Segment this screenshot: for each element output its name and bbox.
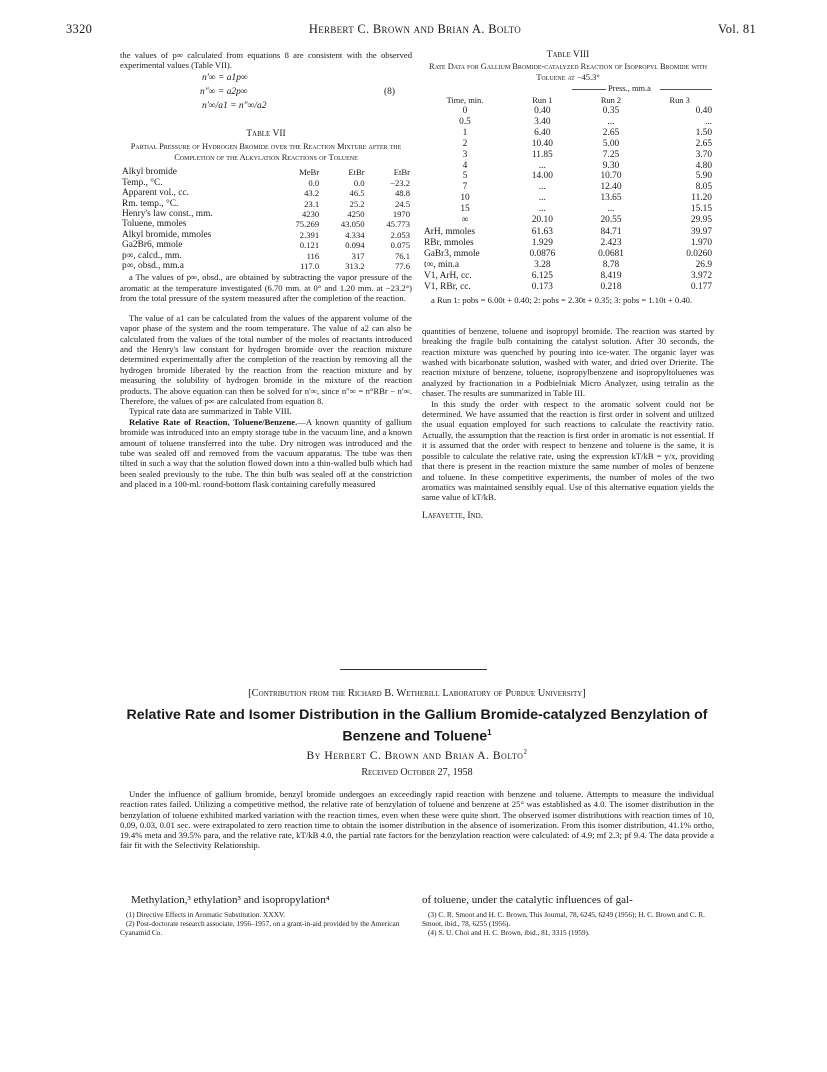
table-cell: 1.50 xyxy=(695,127,712,138)
table7-header-row xyxy=(120,167,412,177)
table-row xyxy=(422,171,714,182)
table-cell: 117.0 xyxy=(300,261,320,272)
table-cell: Ga2Br6, mmole xyxy=(122,240,183,251)
table-row xyxy=(422,193,714,204)
table-cell: 2.423 xyxy=(600,237,622,248)
table-cell: 29.95 xyxy=(690,215,712,226)
table8-summary xyxy=(422,227,714,292)
footnote: (4) S. U. Choi and H. C. Brown, ibid., 81, 3315 (1959). xyxy=(428,928,590,938)
table-cell: 46.5 xyxy=(349,188,365,199)
table-cell: 20.55 xyxy=(600,215,622,226)
table-cell: 15.15 xyxy=(690,204,712,215)
received-date: Received October 27, 1958 xyxy=(361,767,473,778)
bracket-line xyxy=(572,89,606,90)
table-row xyxy=(422,238,714,249)
table-cell: 7 xyxy=(462,182,468,193)
table-cell: 0.173 xyxy=(531,281,553,292)
table-cell: 26.9 xyxy=(695,259,712,270)
table-cell: 11.20 xyxy=(691,193,712,204)
table-row xyxy=(120,188,412,198)
table-cell: 4250 xyxy=(347,209,365,220)
table-cell: Alkyl bromide, mmoles xyxy=(122,229,212,240)
table-cell: 0.094 xyxy=(345,240,365,251)
table-cell: 317 xyxy=(351,250,365,261)
table-cell: 61.63 xyxy=(531,226,553,237)
table-cell: 0.0260 xyxy=(686,248,712,259)
table8-header: Run 3 xyxy=(669,95,690,105)
equation-3: n′∞/a1 = n″∞/a2 xyxy=(202,100,267,111)
table-cell: 8.05 xyxy=(695,182,712,193)
table-cell: ... xyxy=(538,182,546,193)
table-cell: ... xyxy=(607,204,615,215)
abstract-text: Under the influence of gallium bromide, benzyl bromide undergoes an exceedingly rapid reaction with benzene and toluene. Attempts to measure the individual reaction rates failed. Utilizing a competitive method, the relative rate of benzylation of toluene and benzene at 25° was established as 4.0. The isomer distribution in the benzylation of toluene exhibited marked variation with the reaction times, even when these were quite short. The observed isomer distributions with reaction times of 10, 0.09, 0.03, 0.01 sec. were extrapolated to zero reaction time to obtain the isomer distribution in the absence of isomerization. From this isomer distribution, 41.1% ortho, 19.4% meta and 39.5% para, and the relative rate, kT/kB 4.0, the partial rate factors for the benzylation reaction were calculated: of 4.9; mf 2.3; pf 9.4. The data provide a fair fit with the Selectivity Relationship. xyxy=(120,789,714,851)
body-paragraph: The value of a1 can be calculated from the values of the apparent volume of the vapor phase of the system and the room temperature. The value of a2 can also be calculated from the values of the total number of the moles of reactants introduced and the Henry's law constant for hydrogen bromide over the reaction mixture determined experimentally after the completion of the reaction by removing all the hydrogen bromide liberated by the reaction from the reaction mixture and by measuring the solubility of hydrogen bromide in the mixture of the reaction products. The above equation can then be solved for n′∞, since n″∞ = n°RBr − n′∞. Therefore, the values of p∞ are calculated from equation 8. xyxy=(120,312,412,406)
abstract xyxy=(120,789,714,851)
table-cell: 25.2 xyxy=(349,198,365,209)
equation-1: n′∞ = a1p∞ xyxy=(202,72,248,83)
body-start-left xyxy=(120,894,412,938)
table-cell: 9.30 xyxy=(602,160,620,171)
table-row xyxy=(422,204,714,215)
table-row xyxy=(120,219,412,229)
table-row xyxy=(422,271,714,282)
table-cell: 6.40 xyxy=(534,127,551,138)
table-cell: 13.65 xyxy=(600,193,622,204)
table-cell: 0.5 xyxy=(459,116,471,127)
table-row xyxy=(120,230,412,240)
equation-block xyxy=(120,73,412,125)
table7-header: Alkyl bromide xyxy=(122,167,177,178)
table-row xyxy=(422,182,714,193)
body-text: Methylation,³ ethylation³ and isopropylation⁴ xyxy=(131,894,330,906)
section-heading: Relative Rate of Reaction, Toluene/Benzene. xyxy=(129,416,298,427)
table8-header-row xyxy=(422,96,714,106)
table-cell: GaBr3, mmole xyxy=(424,248,480,259)
equation-2: n″∞ = a2p∞ xyxy=(200,86,248,97)
table-cell: 24.5 xyxy=(394,198,410,209)
table8-footnote: a Run 1: pobs = 6.00t + 0.40; 2: pobs = 2.30t + 0.35; 3: pobs = 1.10t + 0.40. xyxy=(431,295,693,306)
table7-header: EtBr xyxy=(393,167,410,178)
table-cell: V1, ArH, cc. xyxy=(424,270,472,281)
table-cell: 0.177 xyxy=(690,281,712,292)
table-cell: Henry's law const., mm. xyxy=(122,209,213,220)
table-cell: ... xyxy=(607,116,615,127)
table-cell: 116 xyxy=(306,250,320,261)
table-cell: 4230 xyxy=(301,209,320,220)
table-cell: 0.0876 xyxy=(529,248,556,259)
table7-caption: Partial Pressure of Hydrogen Bromide over the Reaction Mixture after the Completion of the Alkylation Reactions of Toluene xyxy=(130,142,402,162)
table-cell: 15 xyxy=(460,204,470,215)
table-cell: 77.6 xyxy=(394,261,410,272)
table8-header: Run 2 xyxy=(600,95,622,105)
table-cell: 0.121 xyxy=(299,240,320,251)
table-cell: p∞, calcd., mm. xyxy=(122,250,182,261)
table-cell: 5 xyxy=(462,171,468,182)
table-cell: ArH, mmoles xyxy=(424,226,476,237)
table-cell: 0.40 xyxy=(695,106,712,116)
table-row xyxy=(120,178,412,188)
volume-label: Vol. 81 xyxy=(718,22,756,36)
footnotes-right xyxy=(422,910,714,938)
table-cell: 43.050 xyxy=(340,219,365,230)
footnote: (2) Post-doctorate research associate, 1956–1957, on a grant-in-aid provided by the American Cyanamid Co. xyxy=(120,919,400,938)
table-cell: Rm. temp., °C. xyxy=(122,198,179,209)
table-cell: 2.65 xyxy=(695,138,712,149)
table-row xyxy=(120,209,412,219)
bracket-line xyxy=(660,89,712,90)
footnotes-left xyxy=(120,910,412,938)
table8-body xyxy=(422,106,714,226)
table-cell: 48.8 xyxy=(394,188,410,199)
table-cell: Temp., °C. xyxy=(122,177,163,188)
intro-text: the values of p∞ calculated from equations 8 are consistent with the observed experimental values (Table VII). xyxy=(120,50,412,71)
table-cell: 2 xyxy=(462,138,468,149)
table-row xyxy=(422,249,714,260)
body-paragraph: Typical rate data are summarized in Table VIII. xyxy=(129,406,292,417)
table-row xyxy=(120,261,412,271)
table-cell: 10.40 xyxy=(531,138,553,149)
table-cell: 11.85 xyxy=(531,149,553,160)
table-row xyxy=(422,215,714,226)
table-cell: p∞, obsd., mm.a xyxy=(122,261,184,272)
table-cell: 14.00 xyxy=(531,171,553,182)
table-cell: 7.25 xyxy=(602,149,620,160)
table7-header: EtBr xyxy=(348,167,365,178)
table-cell: Apparent vol., cc. xyxy=(122,188,189,199)
right-column xyxy=(422,50,714,521)
press-label: Press., mm.a xyxy=(608,83,651,93)
table7-header: MeBr xyxy=(299,167,320,178)
byline-text: By Herbert C. Brown and Brian A. Bolto xyxy=(306,749,524,762)
table-row xyxy=(422,117,714,128)
table8-caption: Rate Data for Gallium Bromide-catalyzed Reaction of Isopropyl Bromide with Toluene at −45.3° xyxy=(429,62,707,82)
table-cell: ... xyxy=(704,116,712,127)
table-cell: 0.0 xyxy=(353,177,365,188)
table-cell: RBr, mmoles xyxy=(424,237,474,248)
table-cell: 0.218 xyxy=(600,281,622,292)
table8-label: Table VIII xyxy=(546,50,590,60)
body-paragraph xyxy=(120,417,412,490)
footnote: (3) C. R. Smoot and H. C. Brown, This Journal, 78, 6245, 6249 (1956); H. C. Brown and C. R. Smoot, ibid., 78, 6255 (1956). xyxy=(422,910,705,929)
table-cell: 0.40 xyxy=(534,106,551,116)
table-cell: 84.71 xyxy=(600,226,622,237)
table-row xyxy=(422,106,714,117)
table-cell: 20.10 xyxy=(531,215,553,226)
footnote: (1) Directive Effects in Aromatic Substitution. XXXV. xyxy=(126,910,286,919)
body-paragraph: quantities of benzene, toluene and isopropyl bromide. The reaction was started by breaking the fragile bulb containing the catalyst solution. After 30 seconds, the reaction mixture was quenched by pouring into ice-water. The organic layer was washed with bicarbonate solution, washed with water, and dried over Drierite. The reaction mixture of benzene, toluene, isopropylbenzene and isopropyltoluenes was analyzed by fractionation in a Podbielniak Micro Analyzer, using tetralin as the chaser. The results are summarized in Table III. xyxy=(422,325,714,399)
table-row xyxy=(422,150,714,161)
table-cell: 4 xyxy=(462,160,468,171)
table-cell: 75.269 xyxy=(295,219,320,230)
body-text: of toluene, under the catalytic influences of gal- xyxy=(422,894,633,906)
table-cell: 1.929 xyxy=(531,237,553,248)
table-cell: 5.00 xyxy=(602,138,620,149)
table-cell: 2.053 xyxy=(390,229,410,240)
table7-footnote: a The values of p∞, obsd., are obtained by subtracting the vapor pressure of the aromatic at the temperature investigated (6.70 mm. at 0° and 1.20 mm. at −23.2°) from the total pressure of the system measured after the completion of the reaction. xyxy=(120,272,412,304)
left-column xyxy=(120,50,412,490)
table-cell: 2.65 xyxy=(602,127,620,138)
table7-label: Table VII xyxy=(246,128,286,139)
table-cell: 45.773 xyxy=(386,219,410,230)
table-cell: ... xyxy=(538,204,546,215)
table8-header: Run 1 xyxy=(532,95,553,105)
table-cell: 8.419 xyxy=(600,270,622,281)
table-cell: 1970 xyxy=(392,209,410,220)
section-divider xyxy=(340,669,487,670)
table8-press-header xyxy=(422,84,714,96)
table-cell: 2.391 xyxy=(299,229,320,240)
table-row xyxy=(422,161,714,172)
table8-header: Time, min. xyxy=(446,95,484,105)
body-start-right xyxy=(422,894,714,938)
table-row xyxy=(120,251,412,261)
table-row xyxy=(120,199,412,209)
table-row xyxy=(422,139,714,150)
table-cell: 6.125 xyxy=(531,270,553,281)
table-cell: 3 xyxy=(462,149,468,160)
table-cell: 43.2 xyxy=(304,188,320,199)
table-cell: 4.80 xyxy=(695,160,712,171)
table-cell: 5.90 xyxy=(695,171,712,182)
table-cell: ... xyxy=(538,193,546,204)
table-cell: 10 xyxy=(460,193,470,204)
table8 xyxy=(422,96,714,106)
title-footnote-mark: 1 xyxy=(487,728,492,737)
table-cell: 0 xyxy=(462,106,468,116)
table-cell: 0.075 xyxy=(390,240,410,251)
table-cell: 4.334 xyxy=(345,229,365,240)
table-cell: 0.0 xyxy=(308,177,320,188)
table-cell: 23.1 xyxy=(304,198,320,209)
table-cell: 1.970 xyxy=(690,237,712,248)
table-cell: 39.97 xyxy=(690,226,712,237)
page-number: 3320 xyxy=(66,22,93,36)
paragraph-text: —A known quantity of gallium bromide was introduced into an empty storage tube in the vacuum line, and a known amount of toluene transferred into the tube. Dry nitrogen was introduced and the tube was sealed off and removed from the vacuum apparatus. The tube was then tilted in such a way that the solution flowed down into a thin-walled bulb which had been sealed previously to the tube. The thin bulb was sealed off at the constriction and placed in a 100-ml. round-bottom flask containing carefully measured xyxy=(120,416,412,490)
table-cell: 8.78 xyxy=(602,259,620,270)
table-row xyxy=(422,282,714,293)
table-row xyxy=(422,260,714,271)
table-cell: 0.0681 xyxy=(598,248,624,259)
table-cell: t∞, min.a xyxy=(424,259,460,270)
equation-number: (8) xyxy=(384,86,396,97)
byline-footnote-mark: 2 xyxy=(523,748,528,756)
table-cell: 0.35 xyxy=(602,106,620,116)
contribution-line: [Contribution from the Richard B. Wetherill Laboratory of Purdue University] xyxy=(248,688,586,699)
article-title-text: Relative Rate and Isomer Distribution in the Gallium Bromide-catalyzed Benzylation of Benzene and Toluene xyxy=(126,707,708,745)
article-title xyxy=(116,707,718,746)
table-cell: 12.40 xyxy=(600,182,622,193)
byline xyxy=(120,748,714,762)
table-cell: 10.70 xyxy=(600,171,622,182)
table-cell: ∞ xyxy=(461,215,469,226)
table-row xyxy=(120,240,412,250)
table-row xyxy=(422,227,714,238)
running-title: Herbert C. Brown and Brian A. Bolto xyxy=(308,22,522,36)
table-cell: V1, RBr, cc. xyxy=(424,281,471,292)
table-cell: −23.2 xyxy=(390,177,410,188)
table-cell: 76.1 xyxy=(394,250,410,261)
table-cell: 3.28 xyxy=(534,259,551,270)
table-cell: 3.40 xyxy=(534,116,551,127)
table-cell: Toluene, mmoles xyxy=(122,219,187,230)
table-row xyxy=(422,128,714,139)
location-line: Lafayette, Ind. xyxy=(422,510,483,521)
table-cell: 3.972 xyxy=(690,270,712,281)
table-cell: 3.70 xyxy=(695,149,712,160)
table-cell: 313.2 xyxy=(345,261,365,272)
table-cell: 1 xyxy=(462,127,468,138)
table7 xyxy=(120,167,412,271)
table-cell: ... xyxy=(538,160,546,171)
body-paragraph: In this study the order with respect to the aromatic solvent could not be determined. We have assumed that the reaction is first order in solvent and utilized the usual equation employed for such reactions to calculate the reactivity ratio. Actually, the assumption that the reaction is first order in aromatic is not essential. If it is assumed that the order with respect to benzene and toluene is the same, it is possible to calculate the relative rate, using the expression kT/kB = y/x, providing that there is present in the reaction mixture the same number of moles of benzene and toluene. In these competitive experiments, the number of moles of the two aromatics was maintained sensibly equal. Use of this alternative equation yields the same value of kT/kB. xyxy=(422,398,714,503)
